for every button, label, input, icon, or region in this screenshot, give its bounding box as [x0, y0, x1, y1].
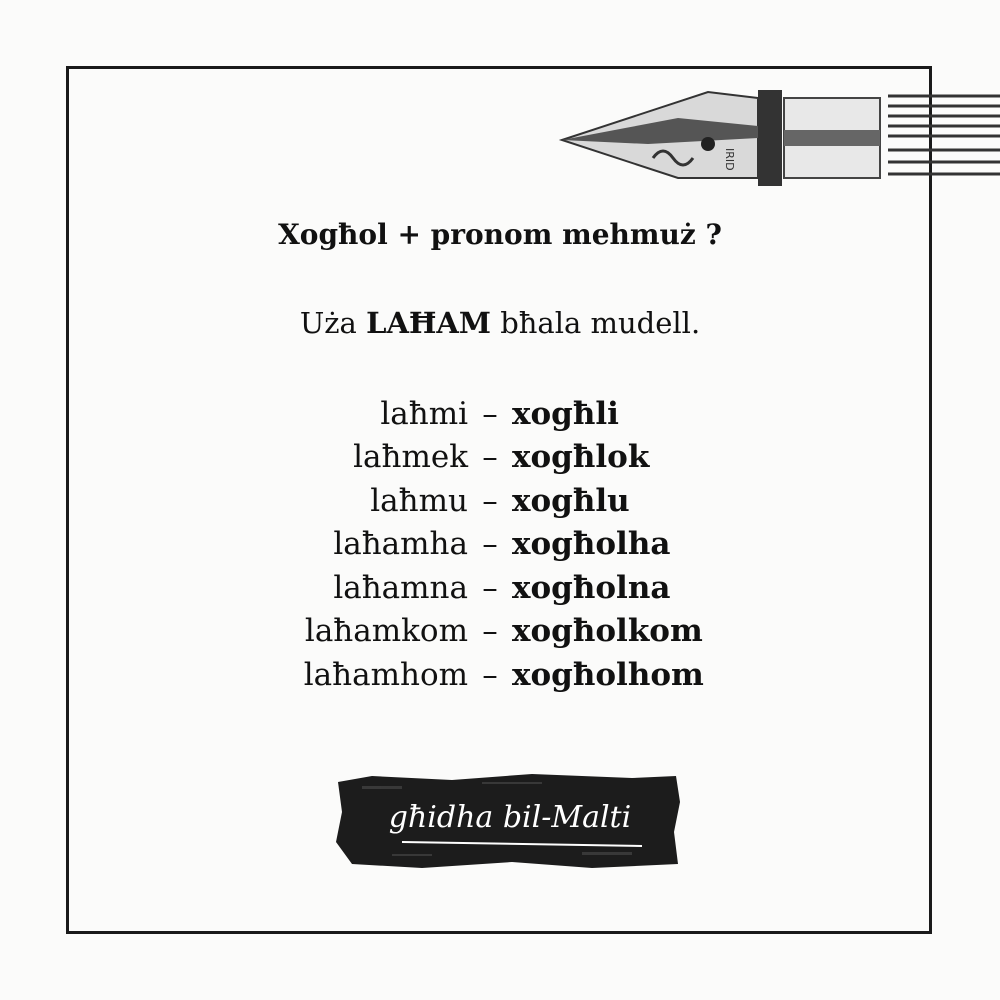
dash: – [482, 439, 498, 476]
list-item [0, 653, 1000, 697]
fountain-pen-icon [558, 78, 1000, 188]
model-word: LAĦAM [366, 306, 491, 340]
target-form: xogħli [512, 395, 619, 432]
model-form: laħamhom [303, 656, 468, 693]
instruction-text [0, 306, 1000, 340]
target-form: xogħolhom [512, 656, 704, 693]
model-form: laħmek [353, 439, 468, 476]
dash: – [482, 482, 498, 519]
page-title: Xogħol + pronom mehmuż ? [278, 218, 722, 251]
dash: – [482, 526, 498, 563]
dash: – [482, 395, 498, 432]
target-form: xogħlok [512, 439, 650, 476]
dash: – [482, 569, 498, 606]
list-item [0, 566, 1000, 610]
model-form: laħamha [333, 526, 468, 563]
list-item [0, 392, 1000, 436]
list-item [0, 523, 1000, 567]
dash: – [482, 656, 498, 693]
instruction-suffix: bħala mudell. [500, 306, 701, 340]
dash: – [482, 613, 498, 650]
target-form: xogħolkom [512, 613, 703, 650]
conjugation-list [0, 392, 1000, 697]
logo-text: għidha bil-Malti [388, 800, 632, 835]
target-form: xogħlu [512, 482, 630, 519]
svg-text:IRID: IRID [723, 148, 736, 171]
model-form: laħamna [333, 569, 468, 606]
instruction-prefix: Uża [299, 306, 357, 340]
target-form: xogħolna [512, 569, 671, 606]
model-form: laħmu [370, 482, 468, 519]
model-form: laħmi [380, 395, 468, 432]
list-item [0, 479, 1000, 523]
list-item [0, 436, 1000, 480]
model-form: laħamkom [304, 613, 468, 650]
target-form: xogħolha [512, 526, 671, 563]
list-item [0, 610, 1000, 654]
